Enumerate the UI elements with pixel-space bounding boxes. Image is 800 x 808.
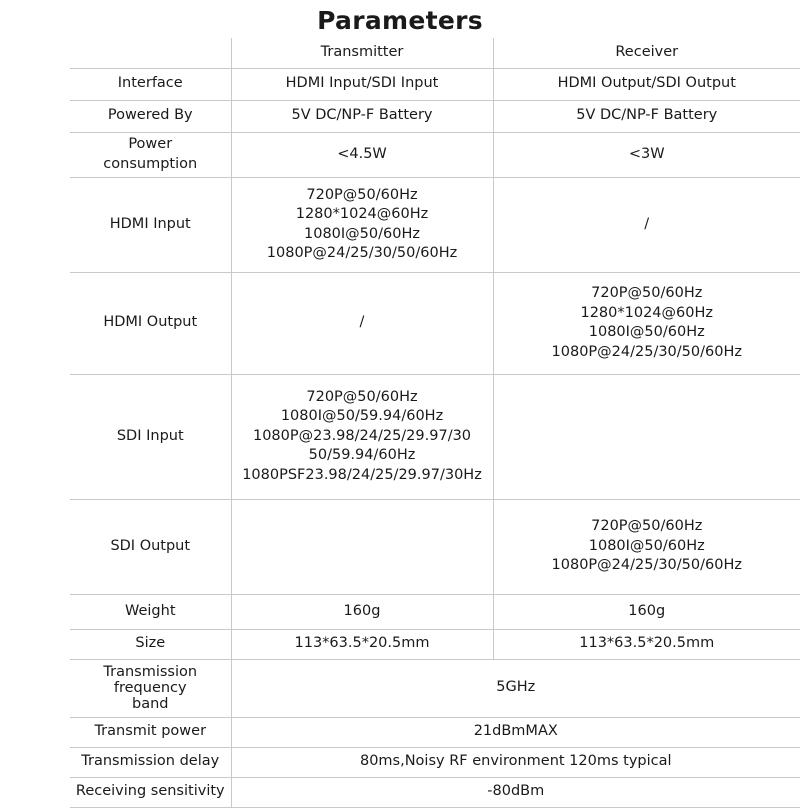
row-weight <box>70 594 800 629</box>
header-blank <box>70 38 231 68</box>
format-line: 1080I@50/60Hz <box>588 537 705 554</box>
row-sdi-input <box>70 374 800 499</box>
format-line: 1080I@50/59.94/60Hz <box>280 408 444 425</box>
row-powered-by <box>70 100 800 132</box>
row-label: Interface <box>70 68 231 100</box>
shared-value: 80ms,Noisy RF environment 120ms typical <box>359 753 672 770</box>
tx-value: HDMI Input/SDI Input <box>231 68 493 100</box>
row-label: Size <box>70 629 231 659</box>
row-power-consumption <box>70 132 800 177</box>
format-line: 1280*1024@60Hz <box>295 206 429 222</box>
row-label: HDMI Output <box>70 272 231 374</box>
shared-value: -80dBm <box>487 783 545 800</box>
format-line: 720P@50/60Hz <box>591 285 703 301</box>
format-line: 720P@50/60Hz <box>306 388 418 405</box>
tx-value: 160g <box>231 594 493 629</box>
row-receiving-sensitivity <box>70 777 800 807</box>
rx-value <box>493 499 800 594</box>
label-line: band <box>132 696 169 712</box>
format-line: 1080P@24/25/30/50/60Hz <box>551 343 742 360</box>
shared-value: 21dBmMAX <box>473 723 558 740</box>
format-line: 1080I@50/60Hz <box>588 324 705 340</box>
row-sdi-output <box>70 499 800 594</box>
tx-value <box>231 374 493 499</box>
row-label: SDI Input <box>70 374 231 499</box>
row-label <box>70 132 231 177</box>
format-line: 1080PSF23.98/24/25/29.97/30Hz <box>242 466 482 483</box>
row-label: Transmit power <box>70 717 231 747</box>
rx-value <box>493 272 800 374</box>
rx-value: HDMI Output/SDI Output <box>557 75 736 92</box>
rx-value: <3W <box>628 145 665 162</box>
header-transmitter: Transmitter <box>231 38 493 68</box>
format-line: 1080P@23.98/24/25/29.97/30 <box>252 427 472 444</box>
rx-value: 113*63.5*20.5mm <box>579 635 715 652</box>
row-size <box>70 629 800 659</box>
label-line: Power <box>128 136 173 152</box>
tx-value: <4.5W <box>231 132 493 177</box>
tx-value: 5V DC/NP-F Battery <box>231 100 493 132</box>
rx-value: / <box>644 215 650 232</box>
format-line: 720P@50/60Hz <box>306 186 418 203</box>
row-label: Weight <box>70 594 231 629</box>
row-label: Transmission delay <box>70 747 231 777</box>
row-transmission-delay <box>70 747 800 777</box>
shared-value: 5GHz <box>496 679 536 696</box>
row-frequency-band <box>70 659 800 717</box>
format-line: 50/59.94/60Hz <box>308 447 416 464</box>
header-row <box>70 38 800 68</box>
row-label: SDI Output <box>70 499 231 594</box>
row-hdmi-output <box>70 272 800 374</box>
row-label: Receiving sensitivity <box>70 777 231 807</box>
format-line: 1280*1024@60Hz <box>580 304 714 321</box>
page-title: Parameters <box>317 6 483 35</box>
format-line: 1080P@24/25/30/50/60Hz <box>551 557 742 574</box>
row-label <box>70 659 231 717</box>
format-line: 1080P@24/25/30/50/60Hz <box>266 245 458 261</box>
rx-value: 5V DC/NP-F Battery <box>576 107 718 124</box>
header-receiver: Receiver <box>615 44 679 60</box>
tx-value <box>231 177 493 272</box>
format-line: 720P@50/60Hz <box>591 518 703 535</box>
label-line: consumption <box>103 155 198 172</box>
tx-value <box>231 499 493 594</box>
rx-value <box>493 374 800 499</box>
row-label: Powered By <box>70 100 231 132</box>
row-transmit-power <box>70 717 800 747</box>
row-interface <box>70 68 800 100</box>
label-line: frequency <box>113 680 187 696</box>
row-hdmi-input <box>70 177 800 272</box>
tx-value: / <box>231 272 493 374</box>
parameters-table <box>70 38 800 808</box>
row-label: HDMI Input <box>70 177 231 272</box>
rx-value: 160g <box>628 602 666 619</box>
label-line: Transmission <box>103 664 198 680</box>
format-line: 1080I@50/60Hz <box>304 225 420 242</box>
tx-value: 113*63.5*20.5mm <box>231 629 493 659</box>
